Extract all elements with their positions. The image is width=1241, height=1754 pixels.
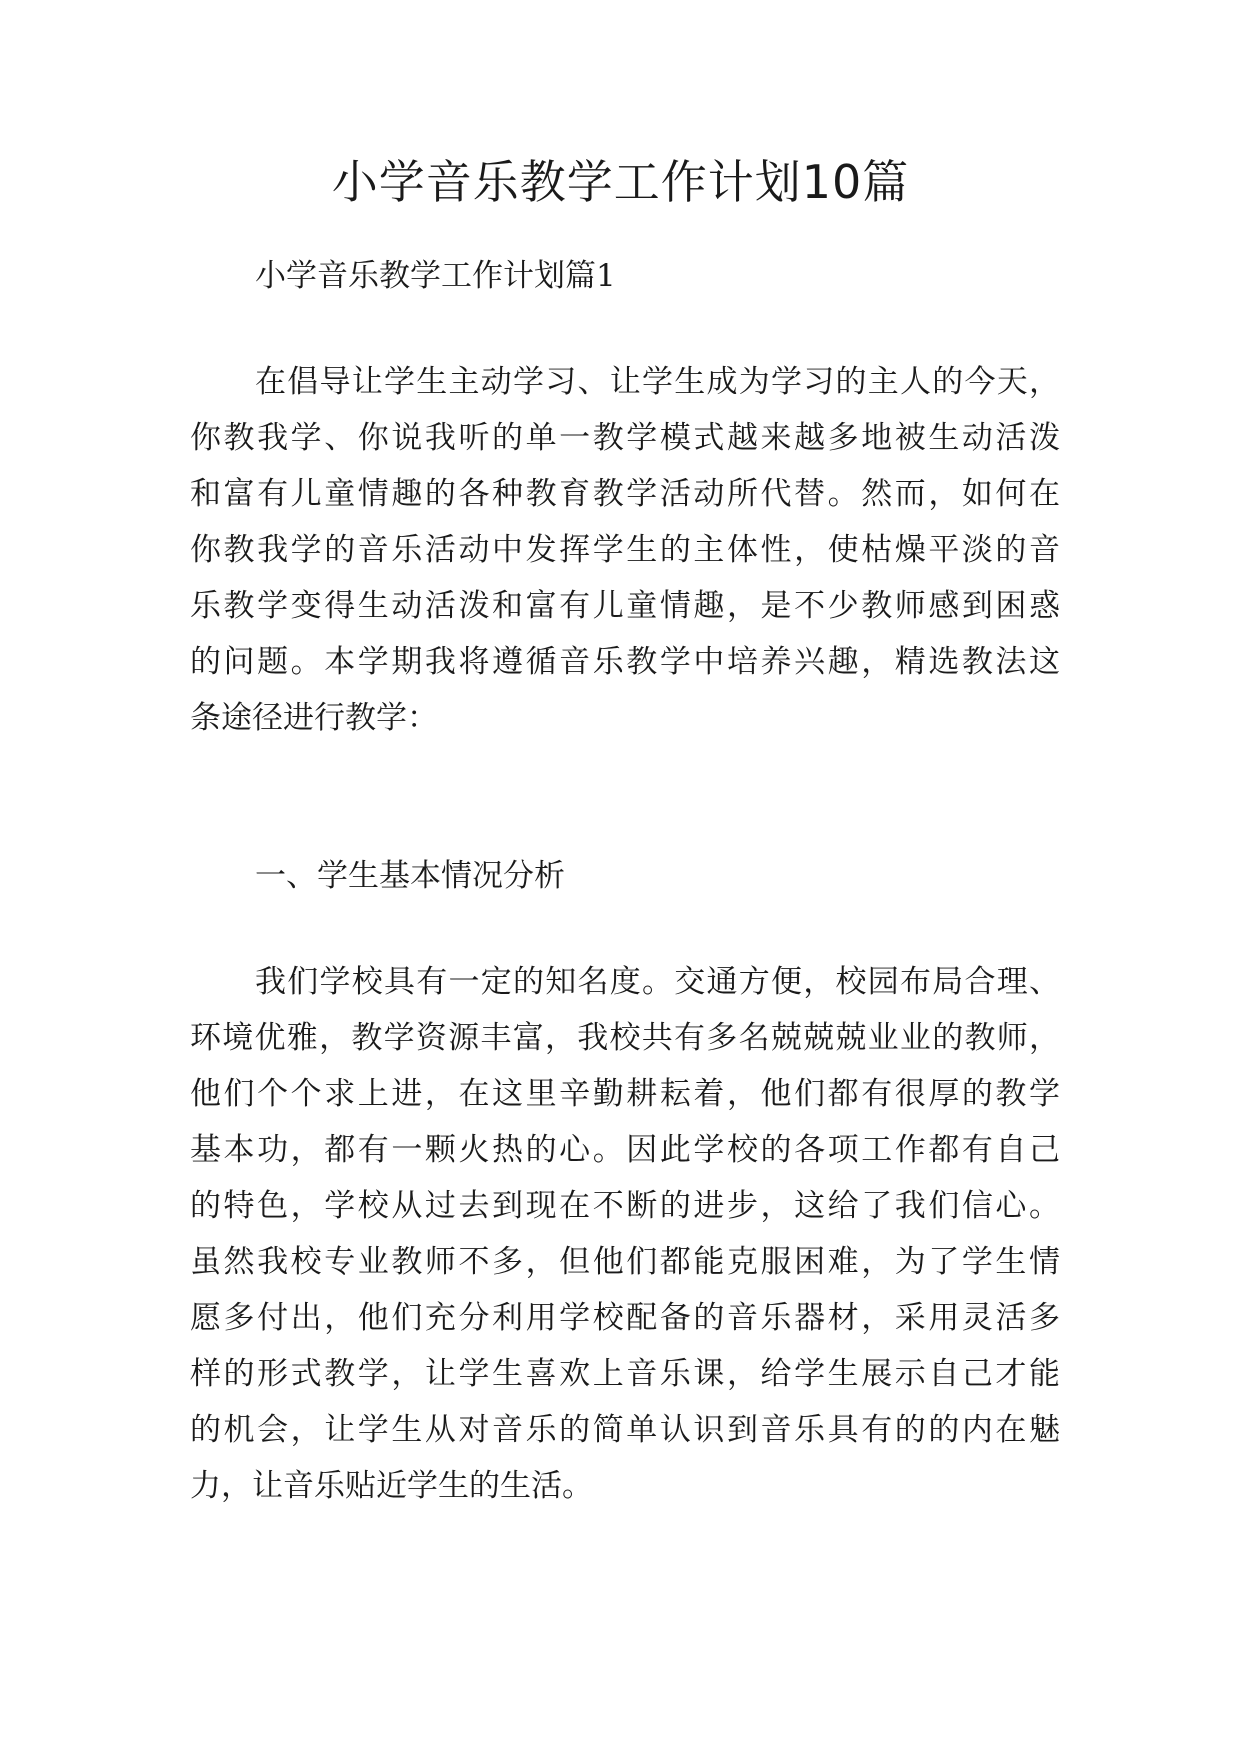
paragraph-line: 的问题。本学期我将遵循音乐教学中培养兴趣，精选教法这 xyxy=(190,644,1060,680)
paragraph-line: 基本功，都有一颗火热的心。因此学校的各项工作都有自己 xyxy=(190,1132,1060,1168)
paragraph-line: 我们学校具有一定的知名度。交通方便，校园布局合理、 xyxy=(255,964,1060,1000)
paragraph-line: 虽然我校专业教师不多，但他们都能克服困难，为了学生情 xyxy=(190,1244,1060,1280)
paragraph-line: 条途径进行教学： xyxy=(190,700,438,736)
paragraph-line: 的机会，让学生从对音乐的简单认识到音乐具有的的内在魅 xyxy=(190,1412,1060,1448)
document-title: 小学音乐教学工作计划10篇 xyxy=(331,155,910,209)
intro-paragraph xyxy=(190,354,1060,746)
paragraph-line: 你教我学、你说我听的单一教学模式越来越多地被生动活泼 xyxy=(190,420,1060,456)
paragraph-line: 愿多付出，他们充分利用学校配备的音乐器材，采用灵活多 xyxy=(190,1300,1060,1336)
subheading-student-analysis: 一、学生基本情况分析 xyxy=(255,858,565,894)
body-paragraph xyxy=(190,954,1060,1514)
paragraph-line: 样的形式教学，让学生喜欢上音乐课，给学生展示自己才能 xyxy=(190,1356,1060,1392)
paragraph-line: 在倡导让学生主动学习、让学生成为学习的主人的今天， xyxy=(255,364,1060,400)
paragraph-line: 乐教学变得生动活泼和富有儿童情趣，是不少教师感到困惑 xyxy=(190,588,1060,624)
paragraph-line: 和富有儿童情趣的各种教育教学活动所代替。然而，如何在 xyxy=(190,476,1060,512)
paragraph-line: 他们个个求上进，在这里辛勤耕耘着，他们都有很厚的教学 xyxy=(190,1076,1060,1112)
paragraph-line: 的特色，学校从过去到现在不断的进步，这给了我们信心。 xyxy=(190,1188,1060,1224)
paragraph-line: 你教我学的音乐活动中发挥学生的主体性，使枯燥平淡的音 xyxy=(190,532,1060,568)
section-title: 小学音乐教学工作计划篇1 xyxy=(255,258,616,294)
paragraph-line: 环境优雅，教学资源丰富，我校共有多名兢兢兢业业的教师， xyxy=(190,1020,1060,1056)
paragraph-line: 力，让音乐贴近学生的生活。 xyxy=(190,1468,593,1504)
